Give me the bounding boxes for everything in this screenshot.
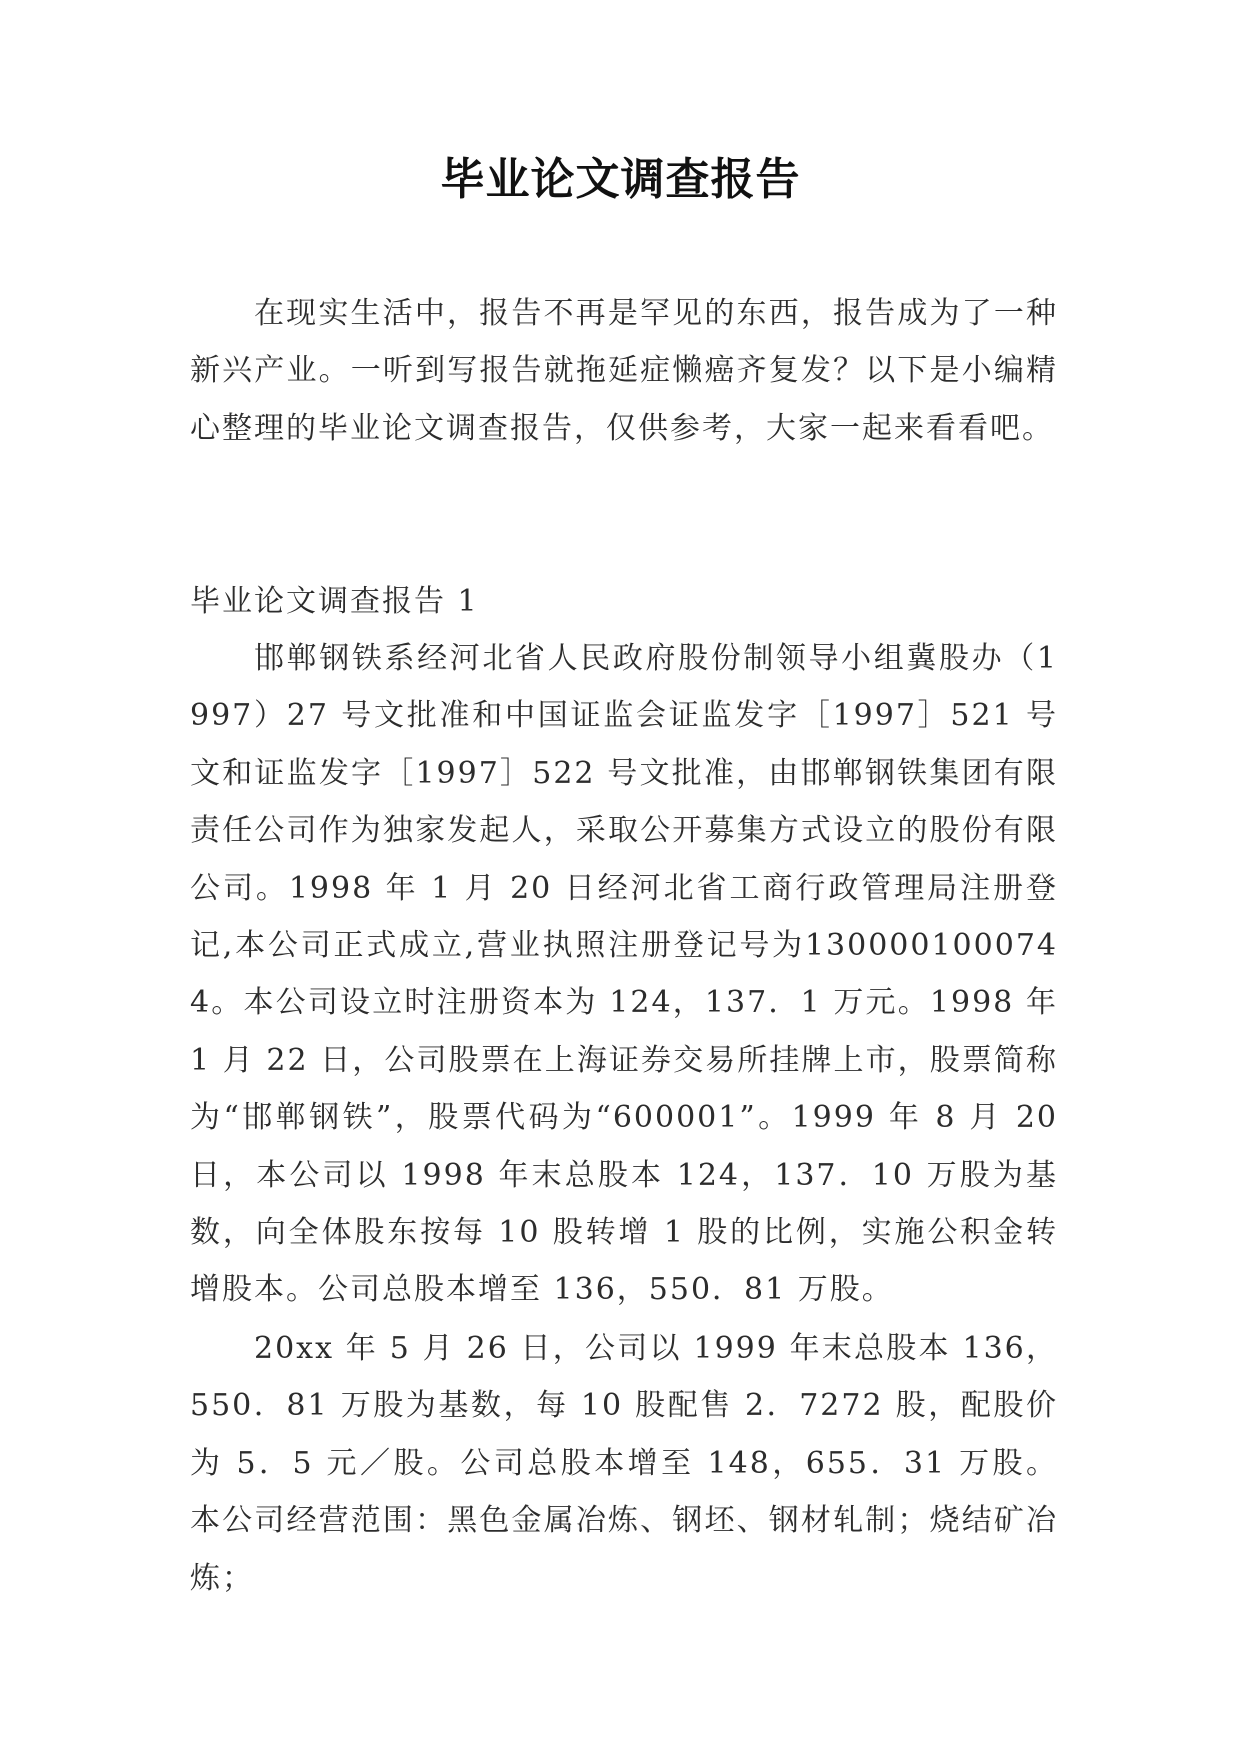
body-paragraph: 邯郸钢铁系经河北省人民政府股份制领导小组冀股办（1997）27 号文批准和中国证监会证监发字［1997］521 号文和证监发字［1997］522 号文批准，由邯郸钢铁集团有限责任公司作为独家发起人，采取公开募集方式设立的股份有限公司。1998 年 1 月 20 日经河北省工商行政管理局注册登记,本公司正式成立,营业执照注册登记号为1300001000744。本公司设立时注册资本为 124，137．1 万元。1998 年 1 月 22 日，公司股票在上海证券交易所挂牌上市，股票简称为“邯郸钢铁”，股票代码为“600001”。1999 年 8 月 20 日，本公司以 1998 年末总股本 124，137．10 万股为基数，向全体股东按每 10 股转增 1 股的比例，实施公积金转增股本。公司总股本增至 136，550．81 万股。 <box>190 641 1058 1308</box>
section-heading: 毕业论文调查报告 1 <box>190 584 479 619</box>
intro-paragraph: 在现实生活中，报告不再是罕见的东西，报告成为了一种新兴产业。一听到写报告就拖延症懒癌齐复发？以下是小编精心整理的毕业论文调查报告，仅供参考，大家一起来看看吧。 <box>190 296 1058 446</box>
document-title: 毕业论文调查报告 <box>440 154 801 205</box>
body-paragraph: 20xx 年 5 月 26 日，公司以 1999 年末总股本 136，550．81 万股为基数，每 10 股配售 2．7272 股，配股价为 5．5 元／股。公司总股本增至 148，655．31 万股。 本公司经营范围：黑色金属冶炼、钢坯、钢材轧制；烧结矿冶炼； <box>190 1331 1058 1596</box>
